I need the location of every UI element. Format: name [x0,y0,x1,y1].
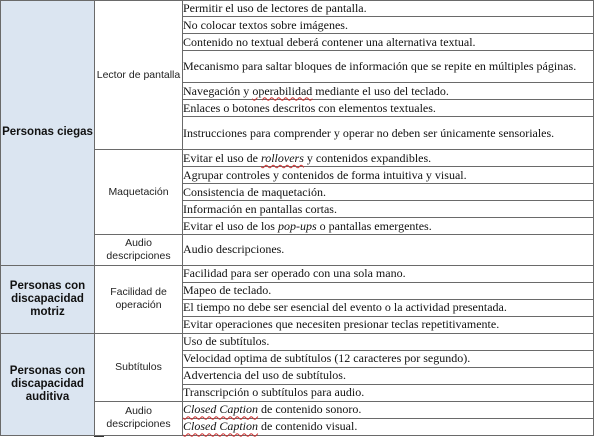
requirement-cell [183,34,594,51]
group-label: Personas ciegas [1,1,95,266]
requirement-text: Contenido no textual deberá contener una alternativa textual. [183,34,476,49]
requirement-text: Evitar el uso de los [183,218,278,233]
requirement-text: Navegación y [183,83,253,98]
requirement-text: Mecanismo para saltar bloques de información que se repite en múltiples páginas. [183,59,577,74]
subgroup-label: Lector de pantalla [95,1,183,150]
requirement-text: Mapeo de teclado. [183,283,272,298]
requirement-cell [183,418,594,435]
requirement-cell [183,167,594,184]
requirement-cell [183,218,594,235]
requirement-text: pop-ups [277,218,317,233]
subgroup-label: Subtítulos [95,333,183,401]
requirement-cell [183,299,594,316]
requirement-cell [183,401,594,418]
requirement-text: Evitar operaciones que necesiten presionar teclas repetitivamente. [183,317,500,332]
requirement-text: de contenido sonoro. [258,402,362,417]
requirement-text: Velocidad optima de subtítulos (12 caracteres por segundo). [183,351,471,366]
requirement-text: Información en pantallas cortas. [183,201,337,216]
subgroup-label: Facilidad de operación [95,265,183,333]
requirement-text: Agrupar controles y contenidos de forma intuitiva y visual. [183,167,467,182]
requirement-text: y contenidos expandibles. [303,150,432,165]
requirement-text: Facilidad para ser operado con una sola mano. [183,266,406,281]
requirement-cell [183,201,594,218]
requirement-text: Permitir el uso de lectores de pantalla. [183,1,367,16]
requirement-text: Enlaces o botones descritos con elementos textuales. [183,100,436,115]
requirement-cell [183,1,594,17]
requirement-cell [183,117,594,150]
requirement-cell [183,350,594,367]
requirement-cell [183,384,594,401]
requirement-text: El tiempo no debe ser esencial del evento o la actividad presentada. [183,300,507,315]
requirement-text: o pantallas emergentes. [316,218,432,233]
requirement-text: Closed Caption [183,402,259,417]
requirement-cell [183,150,594,167]
requirement-text: Instrucciones para comprender y operar no deben ser únicamente sensoriales. [183,125,555,140]
requirement-cell [183,316,594,333]
requirement-cell [183,265,594,282]
group-label: Personas con discapacidad auditiva [1,333,95,435]
requirement-text: No colocar textos sobre imágenes. [183,17,348,32]
requirement-text: Evitar el uso de [183,150,261,165]
requirement-text: de contenido visual. [258,419,358,434]
subgroup-label: Audio descripciones [95,401,183,435]
requirement-text: mediante el uso del teclado. [312,83,449,98]
requirement-text: Transcripción o subtítulos para audio. [183,385,365,400]
requirement-cell [183,282,594,299]
group-label: Personas con discapacidad motriz [1,265,95,333]
requirement-cell [183,333,594,350]
requirement-cell [183,367,594,384]
requirement-cell [183,83,594,100]
requirement-text: Closed Caption [183,419,259,434]
requirement-cell [183,235,594,265]
requirement-text: Advertencia del uso de subtítulos. [183,368,346,383]
requirement-cell [183,184,594,201]
requirement-cell [183,51,594,83]
requirement-text: Uso de subtítulos. [183,334,270,349]
subgroup-label: Maquetación [95,150,183,235]
requirement-cell [183,17,594,34]
requirement-text: rollovers [260,150,304,165]
requirement-text: Audio descripciones. [183,242,285,257]
subgroup-label: Audio descripciones [95,235,183,265]
requirement-cell [183,100,594,117]
requirement-text: operabilidad [252,83,313,98]
table-body [1,1,594,436]
requirement-text: Consistencia de maquetación. [183,184,326,199]
